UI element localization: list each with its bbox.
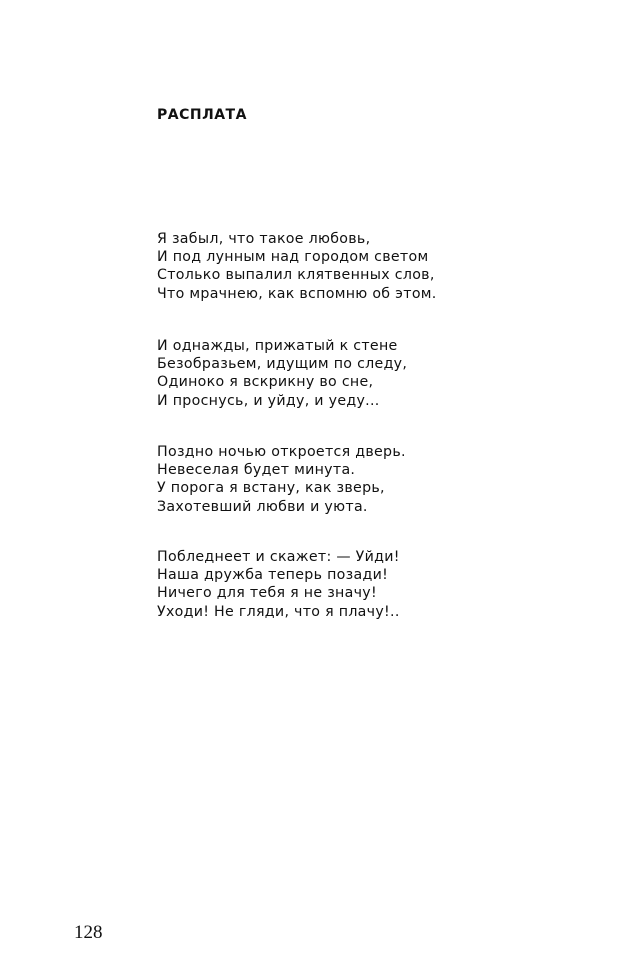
verse-line: Безобразьем, идущим по следу, xyxy=(157,356,408,373)
verse-line: Невеселая будет минута. xyxy=(157,462,356,479)
verse-line: Ничего для тебя я не значу! xyxy=(157,585,377,602)
verse-line: Столько выпалил клятвенных слов, xyxy=(157,267,435,284)
stanza-2 xyxy=(157,337,407,410)
verse-line: Уходи! Не гляди, что я плачу!.. xyxy=(157,603,400,620)
poem-title: РАСПЛАТА xyxy=(157,107,247,123)
verse-line: Захотевший любви и уюта. xyxy=(157,498,368,515)
verse-line: Побледнеет и скажет: — Уйди! xyxy=(157,549,400,565)
verse-line: У порога я встану, как зверь, xyxy=(157,480,385,497)
stanza-4 xyxy=(157,548,400,621)
verse-line: И однажды, прижатый к стене xyxy=(157,338,398,354)
verse-line: И проснусь, и уйду, и уеду... xyxy=(157,392,380,409)
verse-line: Одиноко я вскрикну во сне, xyxy=(157,374,374,391)
stanza-3 xyxy=(157,443,406,516)
verse-line: Поздно ночью откроется дверь. xyxy=(157,444,406,460)
page-number: 128 xyxy=(74,922,103,943)
verse-line: Наша дружба теперь позади! xyxy=(157,567,389,584)
verse-line: И под лунным над городом светом xyxy=(157,249,429,266)
verse-line: Я забыл, что такое любовь, xyxy=(157,231,371,247)
stanza-1 xyxy=(157,230,437,303)
verse-line: Что мрачнею, как вспомню об этом. xyxy=(157,285,437,302)
